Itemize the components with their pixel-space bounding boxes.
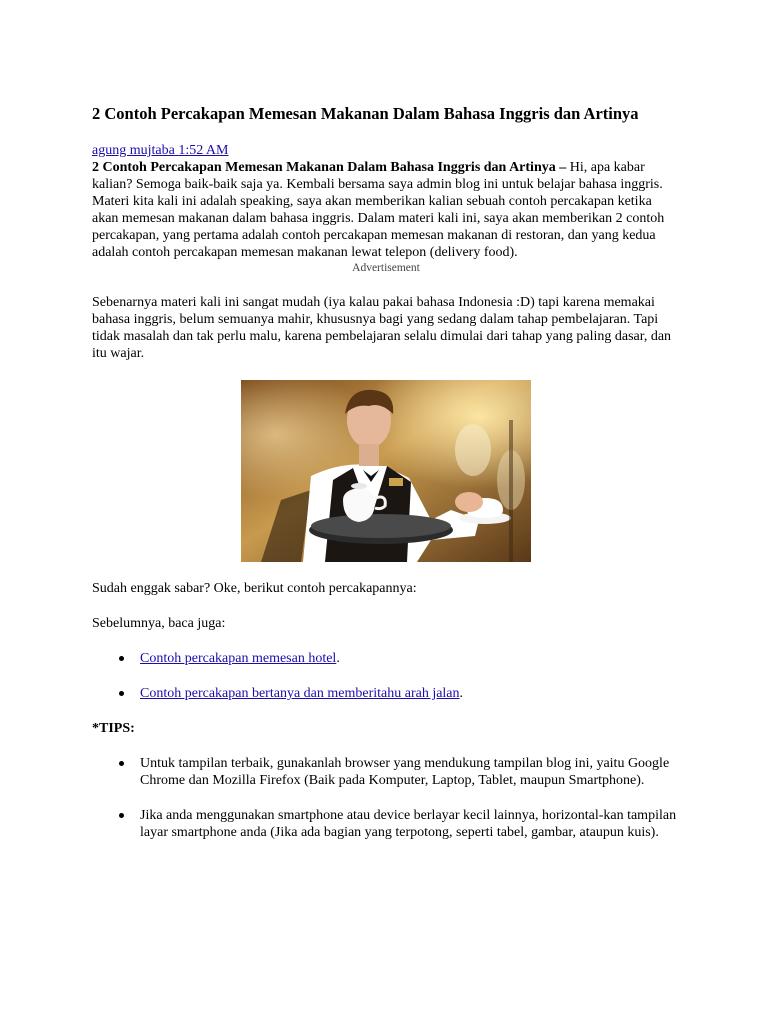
- link-hotel-conversation[interactable]: Contoh percakapan memesan hotel: [140, 651, 337, 666]
- list-item: Contoh percakapan memesan hotel.: [140, 650, 680, 667]
- link-directions-conversation[interactable]: Contoh percakapan bertanya dan memberitahu arah jalan: [140, 686, 460, 701]
- paragraph-transition: Sudah enggak sabar? Oke, berikut contoh percakapannya:: [92, 581, 417, 596]
- author-link[interactable]: [92, 143, 229, 158]
- paragraph-intro: Sebenarnya materi kali ini sangat mudah (iya kalau pakai bahasa Indonesia :D) tapi karena memakai bahasa inggris, belum semuanya mahir, khususnya bagi yang sedang dalam tahap pembelajaran. Tapi tidak masalah dan tak perlu malu, karena pembelajaran selalu dimulai dari tahap yang paling dasar, dan itu wajar.: [92, 295, 672, 361]
- list-item: Contoh percakapan bertanya dan memberitahu arah jalan.: [140, 685, 680, 702]
- list-item: Jika anda menggunakan smartphone atau device berlayar kecil lainnya, horizontal-kan tampilan layar smartphone anda (Jika ada bagian yang terpotong, seperti tabel, gambar, ataupun kuis).: [140, 807, 680, 841]
- waiter-photo: [241, 380, 531, 562]
- tips-list: [92, 755, 680, 841]
- post-time: 1:52 AM: [178, 143, 229, 158]
- lead-text: Hi, apa kabar kalian? Semoga baik-baik saja ya. Kembali bersama saya admin blog ini untuk belajar bahasa inggris. Materi kita kali ini adalah speaking, saya akan memberikan kalian sebuah contoh percakapan ketika akan memesan makanan dalam bahasa inggris. Dalam materi kali ini, saya akan memberikan 2 contoh percakapan, yang pertama adalah contoh percakapan memesan makanan di restoran, dan yang kedua adalah contoh percakapan memesan makanan lewat telepon (delivery food).: [92, 160, 665, 260]
- byline: [92, 142, 680, 159]
- article-title: 2 Contoh Percakapan Memesan Makanan Dalam Bahasa Inggris dan Artinya: [92, 104, 639, 123]
- see-also-label: Sebelumnya, baca juga:: [92, 616, 226, 631]
- author-name: agung mujtaba: [92, 143, 175, 158]
- lead-paragraph: [92, 159, 680, 261]
- tips-heading: *TIPS:: [92, 721, 135, 736]
- see-also-list: [92, 650, 680, 702]
- list-item: Untuk tampilan terbaik, gunakanlah browser yang mendukung tampilan blog ini, yaitu Google Chrome dan Mozilla Firefox (Baik pada Komputer, Laptop, Tablet, maupun Smartphone).: [140, 755, 680, 789]
- advertisement-label: Advertisement: [352, 262, 420, 274]
- article: [92, 104, 680, 859]
- lead-bold: 2 Contoh Percakapan Memesan Makanan Dalam Bahasa Inggris dan Artinya –: [92, 160, 567, 175]
